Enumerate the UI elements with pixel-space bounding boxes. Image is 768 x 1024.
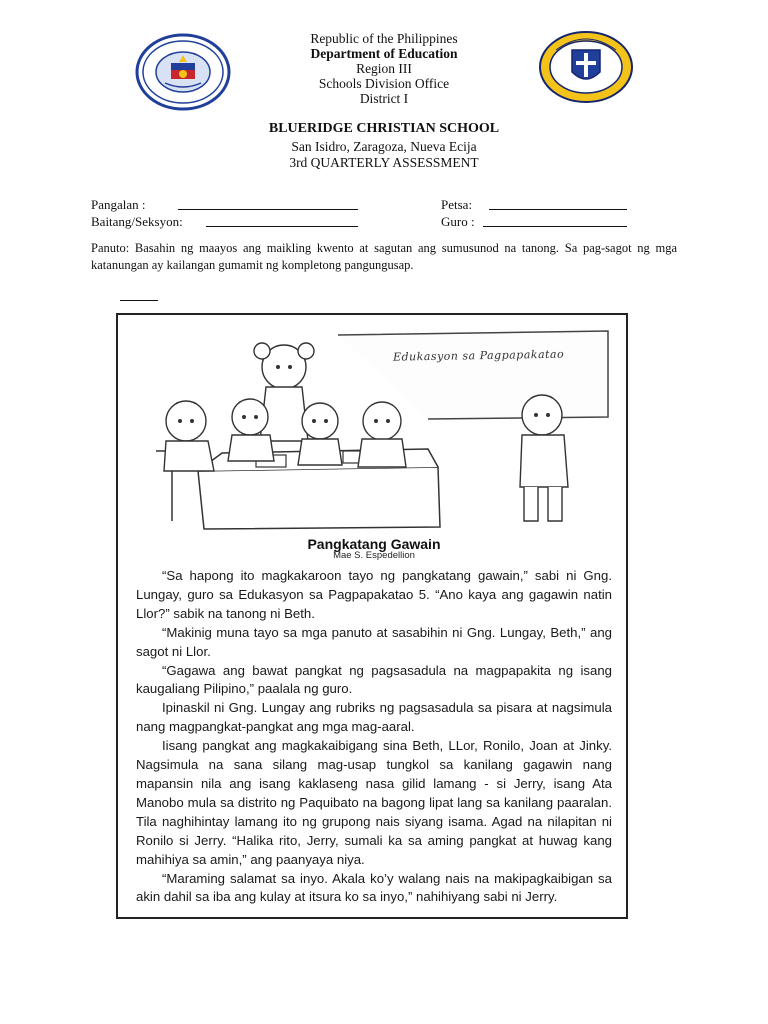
story-paragraph: Ipinaskil ni Gng. Lungay ang rubriks ng pagsasadula sa pisara at nagsimula nang magpangkat-pangkat ang mga mag-aaral. (136, 700, 612, 735)
school-address: San Isidro, Zaragoza, Nueva Ecija (291, 139, 477, 154)
grade-section-label: Baitang/Seksyon: (91, 214, 183, 229)
blackboard-text: Edukasyon sa Pagpapakatao (392, 347, 565, 364)
grade-section-blank[interactable] (206, 214, 358, 227)
story-paragraph: Iisang pangkat ang magkakaibigang sina Beth, LLor, Ronilo, Joan at Jinky. Nagsimula na sana silang mag-usap tungkol sa kanilang gagawin nang mapansin nila ang isang kaklaseng nasa gilid lamang - si Jerry, isang Ata Manobo mula sa distrito ng Paquibato na bagong lipat lang sa kanilang paaralan. Tila naghihintay lamang ito ng grupong nais siyang isama. Agad na nilapitan ni Ronilo si Jerry. “Halika rito, Jerry, sumali ka sa aming pangkat at huwag kang mahihiya sa amin,” ang paanyaya niya. (136, 738, 612, 867)
story-title: Pangkatang Gawain (307, 536, 441, 552)
header-line-republic: Republic of the Philippines (310, 31, 458, 46)
answer-blank[interactable] (120, 300, 158, 301)
name-label: Pangalan : (91, 197, 146, 212)
header-line-region: Region III (356, 61, 412, 76)
teacher-field[interactable] (441, 214, 631, 230)
story-paragraph: “Sa hapong ito magkakaroon tayo ng pangkatang gawain,” sabi ni Gng. Lungay, guro sa Edukasyon sa Pagpapakatao 5. “Ano kaya ang gagawin natin Llor?” sabik na tanong ni Beth. (136, 568, 612, 621)
header-line-deped: Department of Education (310, 46, 458, 61)
story-paragraph: “Makinig muna tayo sa mga panuto at sasabihin ni Gng. Lungay, Beth,” ang sagot ni Llor. (136, 624, 612, 659)
date-blank[interactable] (489, 197, 627, 210)
story-paragraph: “Gagawa ang bawat pangkat ng pagsasadula na magpapakita ng isang kaugaliang Pilipino,” paalala ng guro. (136, 662, 612, 697)
school-name: BLUERIDGE CHRISTIAN SCHOOL (268, 121, 500, 136)
assessment-title: 3rd QUARTERLY ASSESSMENT (289, 155, 479, 170)
header-line-district: District I (359, 91, 409, 106)
name-blank[interactable] (178, 197, 358, 210)
story-body (136, 567, 612, 907)
story-author: Mae S. Espedellion (333, 550, 415, 561)
name-field[interactable] (91, 197, 361, 213)
header-line-division: Schools Division Office (318, 76, 450, 91)
instructions: Panuto: Basahin ng maayos ang maikling kwento at sagutan ang sumusunod na tanong. Sa pag-sagot ng mga katanungan ay kailangan gumamit ng kompletong pangungusap. (91, 241, 677, 272)
reading-passage-box (116, 313, 628, 919)
story-paragraph: “Maraming salamat sa inyo. Akala ko’y walang nais na makipagkaibigan sa akin dahil sa iba ang kulay at itsura ko sa inyo,” nahihiyang sabi ni Jerry. (136, 870, 612, 905)
grade-section-field[interactable] (91, 214, 361, 230)
date-field[interactable] (441, 197, 631, 213)
teacher-label: Guro : (441, 214, 475, 229)
date-label: Petsa: (441, 197, 473, 212)
teacher-blank[interactable] (483, 214, 627, 227)
classroom-illustration (138, 321, 610, 533)
